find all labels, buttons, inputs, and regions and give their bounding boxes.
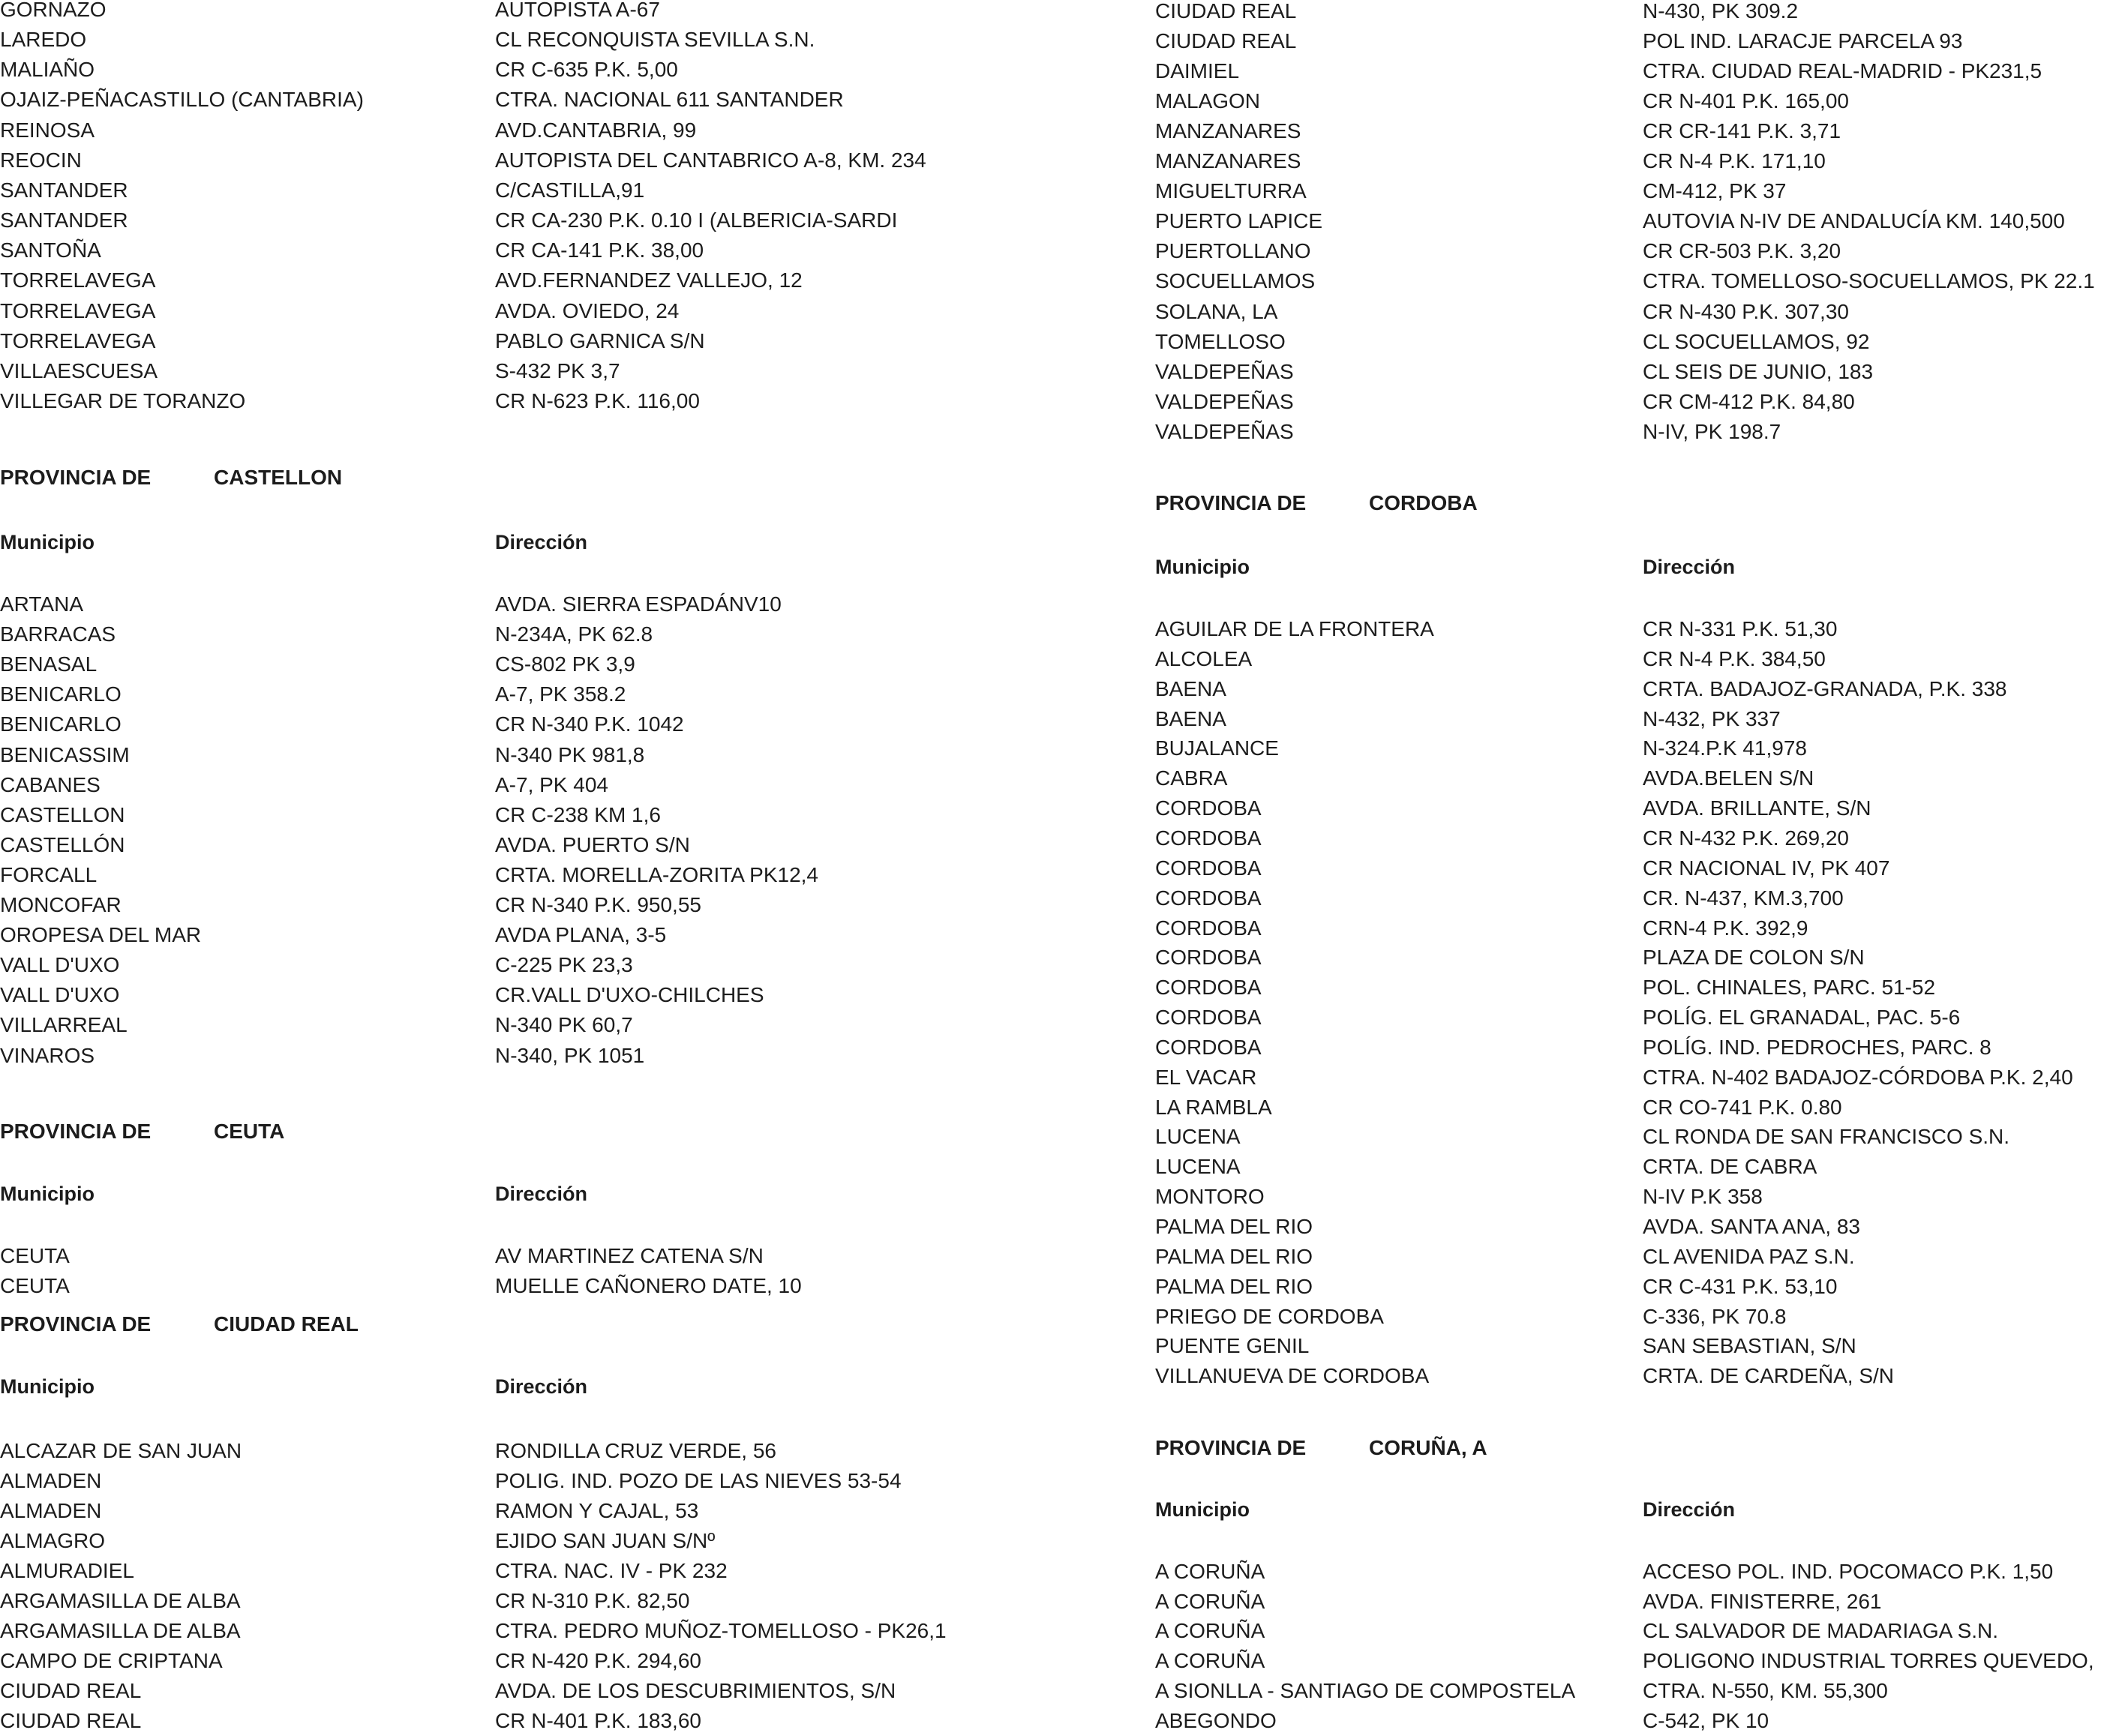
table-row [0,770,1110,800]
municipio-cell: A CORUÑA [1155,1560,1265,1583]
province-name: CIUDAD REAL [214,1312,359,1336]
province-label: PROVINCIA DE [1155,1436,1307,1459]
direccion-cell: N-340 PK 60,7 [495,1013,633,1036]
table-row [1155,644,2113,674]
table-row [1155,1212,2113,1242]
direccion-cell: N-432, PK 337 [1643,707,1781,730]
table-row [1155,823,2113,853]
direccion-cell: RAMON Y CAJAL, 53 [495,1499,699,1522]
province-name: CEUTA [214,1120,285,1143]
province-label: PROVINCIA DE [0,466,152,489]
municipio-cell: TORRELAVEGA [0,268,156,292]
direccion-cell: N-340 PK 981,8 [495,743,645,766]
municipio-cell: VILLEGAR DE TORANZO [0,389,246,412]
direccion-cell: MUELLE CAÑONERO DATE, 10 [495,1274,802,1297]
municipio-cell: MALAGON [1155,89,1261,112]
direccion-cell: N-IV, PK 198.7 [1643,420,1781,443]
table-row [0,890,1110,920]
municipio-cell: LAREDO [0,28,87,51]
table-row [1155,614,2113,644]
table-row [1155,297,2113,327]
municipio-cell: TORRELAVEGA [0,299,156,322]
direccion-cell: CR.VALL D'UXO-CHILCHES [495,983,764,1006]
direccion-cell: A-7, PK 404 [495,773,608,796]
table-row [1155,1033,2113,1063]
direccion-cell: CTRA. N-550, KM. 55,300 [1643,1679,1888,1702]
table-row [1155,1182,2113,1212]
header-municipio: Municipio [1155,556,1250,578]
direccion-cell: AV MARTINEZ CATENA S/N [495,1244,764,1267]
direccion-cell: N-324.P.K 41,978 [1643,736,1807,760]
municipio-cell: VILLARREAL [0,1013,128,1036]
header-municipio: Municipio [0,531,95,553]
municipio-cell: REOCIN [0,148,82,172]
table-row [0,1556,1110,1586]
table-row [1155,176,2113,206]
header-direccion: Dirección [1643,556,1736,578]
direccion-cell: AUTOPISTA A-67 [495,0,660,21]
table-row [1155,674,2113,704]
direccion-cell: AVDA. OVIEDO, 24 [495,299,680,322]
direccion-cell: CRN-4 P.K. 392,9 [1643,916,1808,940]
municipio-cell: ABEGONDO [1155,1709,1277,1732]
direccion-cell: CL AVENIDA PAZ S.N. [1643,1245,1855,1268]
direccion-cell: CTRA. N-402 BADAJOZ-CÓRDOBA P.K. 2,40 [1643,1066,2073,1089]
direccion-cell: C-542, PK 10 [1643,1709,1769,1732]
municipio-cell: BENICARLO [0,682,122,706]
municipio-cell: SANTANDER [0,208,128,232]
table-row [1155,0,2113,26]
municipio-cell: CASTELLON [0,803,125,826]
municipio-cell: LUCENA [1155,1155,1241,1178]
header-municipio: Municipio [0,1183,95,1205]
header-direccion: Dirección [495,531,588,553]
municipio-cell: BUJALANCE [1155,736,1279,760]
direccion-cell: CRTA. DE CARDEÑA, S/N [1643,1364,1895,1387]
direccion-cell: AUTOVIA N-IV DE ANDALUCÍA KM. 140,500 [1643,209,2065,232]
header-direccion: Dirección [1643,1498,1736,1521]
municipio-cell: ALMADEN [0,1469,102,1492]
direccion-cell: AVDA. DE LOS DESCUBRIMIENTOS, S/N [495,1679,896,1702]
direccion-cell: POLÍG. IND. PEDROCHES, PARC. 8 [1643,1036,1991,1059]
direccion-cell: CR. N-437, KM.3,700 [1643,886,1844,910]
direccion-cell: N-IV P.K 358 [1643,1185,1763,1208]
table-row [1155,793,2113,823]
table-row [1155,1152,2113,1182]
direccion-cell: CRTA. DE CABRA [1643,1155,1817,1178]
direccion-cell: CR CA-230 P.K. 0.10 I (ALBERICIA-SARDI [495,208,898,232]
table-row [1155,883,2113,913]
table-row [1155,26,2113,56]
municipio-cell: AGUILAR DE LA FRONTERA [1155,617,1434,640]
direccion-cell: PLAZA DE COLON S/N [1643,946,1865,969]
direccion-cell: CR N-401 P.K. 183,60 [495,1709,701,1732]
municipio-cell: MONCOFAR [0,893,122,916]
direccion-cell: CR CM-412 P.K. 84,80 [1643,390,1855,413]
province-label: PROVINCIA DE [0,1120,152,1143]
direccion-cell: CL RECONQUISTA SEVILLA S.N. [495,28,815,51]
table-row [0,265,1110,295]
direccion-cell: N-234A, PK 62.8 [495,622,653,646]
table-row [0,1646,1110,1676]
direccion-cell: AVD.CANTABRIA, 99 [495,118,697,142]
direccion-cell: CR N-340 P.K. 1042 [495,712,684,736]
municipio-cell: GORNAZO [0,0,107,21]
table-row [0,175,1110,205]
municipio-cell: MONTORO [1155,1185,1265,1208]
municipio-cell: REINOSA [0,118,95,142]
table-row [1155,236,2113,266]
table-row [1155,1272,2113,1302]
table-row [0,386,1110,416]
table-row [1155,1646,2113,1676]
direccion-cell: CR N-430 P.K. 307,30 [1643,300,1849,323]
table-row [0,980,1110,1010]
table-row [1155,913,2113,943]
municipio-cell: MALIAÑO [0,58,95,81]
table-row [1155,327,2113,357]
table-row [0,1010,1110,1040]
direccion-cell: POL. CHINALES, PARC. 51-52 [1643,976,1936,999]
municipio-cell: BENICASSIM [0,743,130,766]
table-row [0,1586,1110,1616]
direccion-cell: CR C-238 KM 1,6 [495,803,661,826]
table-row [0,619,1110,649]
municipio-cell: VALDEPEÑAS [1155,420,1294,443]
province-name: CORDOBA [1369,491,1478,514]
direccion-cell: AVDA. BRILLANTE, S/N [1643,796,1871,820]
municipio-cell: ALCAZAR DE SAN JUAN [0,1439,242,1462]
direccion-cell: N-430, PK 309.2 [1643,0,1799,22]
municipio-cell: A SIONLLA - SANTIAGO DE COMPOSTELA [1155,1679,1576,1702]
municipio-cell: ARTANA [0,592,83,616]
table-row [0,950,1110,980]
municipio-cell: MANZANARES [1155,149,1301,172]
table-row [0,1041,1110,1071]
direccion-cell: CS-802 PK 3,9 [495,652,635,676]
municipio-cell: BAENA [1155,677,1226,700]
direccion-cell: CM-412, PK 37 [1643,179,1787,202]
municipio-cell: PUERTOLLANO [1155,239,1311,262]
direccion-cell: AUTOPISTA DEL CANTABRICO A-8, KM. 234 [495,148,926,172]
municipio-cell: CORDOBA [1155,796,1262,820]
direccion-cell: CRTA. BADAJOZ-GRANADA, P.K. 338 [1643,677,2007,700]
table-row [1155,1242,2113,1272]
table-row [0,1271,1110,1301]
municipio-cell: VILLANUEVA DE CORDOBA [1155,1364,1430,1387]
direccion-cell: POLÍG. EL GRANADAL, PAC. 5-6 [1643,1006,1961,1029]
direccion-cell: CR N-310 P.K. 82,50 [495,1589,690,1612]
header-municipio: Municipio [0,1375,95,1398]
table-row [1155,116,2113,146]
table-row [1155,86,2113,116]
direccion-cell: CR C-635 P.K. 5,00 [495,58,678,81]
municipio-cell: CIUDAD REAL [1155,0,1297,22]
direccion-cell: SAN SEBASTIAN, S/N [1643,1334,1856,1357]
table-row [0,85,1110,115]
direccion-cell: CR CA-141 P.K. 38,00 [495,238,704,262]
direccion-cell: CR CR-141 P.K. 3,71 [1643,119,1841,142]
table-row [1155,943,2113,973]
municipio-cell: CIUDAD REAL [0,1679,142,1702]
table-row [1155,1616,2113,1646]
municipio-cell: FORCALL [0,863,98,886]
direccion-cell: CTRA. TOMELLOSO-SOCUELLAMOS, PK 22.1 [1643,269,2095,292]
municipio-cell: MANZANARES [1155,119,1301,142]
table-row [0,0,1110,25]
municipio-cell: VALL D'UXO [0,953,120,976]
municipio-cell: VALDEPEÑAS [1155,360,1294,383]
municipio-cell: ARGAMASILLA DE ALBA [0,1589,241,1612]
municipio-cell: LA RAMBLA [1155,1096,1272,1119]
municipio-cell: VALDEPEÑAS [1155,390,1294,413]
municipio-cell: CABRA [1155,766,1228,790]
table-row [0,679,1110,709]
table-row [0,860,1110,890]
table-row [1155,853,2113,883]
table-row [1155,1093,2113,1123]
table-row [1155,1331,2113,1361]
table-row [0,1616,1110,1646]
direccion-cell: CL SALVADOR DE MADARIAGA S.N. [1643,1619,1999,1642]
direccion-cell: POLIG. IND. POZO DE LAS NIEVES 53-54 [495,1469,902,1492]
table-row [0,296,1110,326]
table-row [1155,1361,2113,1391]
table-row [0,1676,1110,1706]
municipio-cell: CABANES [0,773,101,796]
municipio-cell: PALMA DEL RIO [1155,1245,1313,1268]
table-row [0,740,1110,770]
municipio-cell: BENICARLO [0,712,122,736]
header-municipio: Municipio [1155,1498,1250,1521]
municipio-cell: SANTANDER [0,178,128,202]
table-row [1155,1587,2113,1617]
municipio-cell: ALMAGRO [0,1529,106,1552]
direccion-cell: AVDA.BELEN S/N [1643,766,1814,790]
direccion-cell: N-340, PK 1051 [495,1044,645,1067]
direccion-cell: CTRA. NAC. IV - PK 232 [495,1559,728,1582]
table-row [0,589,1110,619]
direccion-cell: POL IND. LARACJE PARCELA 93 [1643,29,1963,52]
municipio-cell: CORDOBA [1155,886,1262,910]
table-row [0,235,1110,265]
table-row [1155,266,2113,296]
municipio-cell: PUENTE GENIL [1155,1334,1310,1357]
municipio-cell: CORDOBA [1155,856,1262,880]
municipio-cell: MIGUELTURRA [1155,179,1307,202]
direccion-cell: EJIDO SAN JUAN S/Nº [495,1529,716,1552]
direccion-cell: CR N-331 P.K. 51,30 [1643,617,1838,640]
municipio-cell: VALL D'UXO [0,983,120,1006]
municipio-cell: TORRELAVEGA [0,329,156,352]
municipio-cell: OJAIZ-PEÑACASTILLO (CANTABRIA) [0,88,364,111]
direccion-cell: CTRA. PEDRO MUÑOZ-TOMELLOSO - PK26,1 [495,1619,947,1642]
municipio-cell: BENASAL [0,652,98,676]
municipio-cell: BAENA [1155,707,1226,730]
direccion-cell: AVDA PLANA, 3-5 [495,923,667,946]
direccion-cell: PABLO GARNICA S/N [495,329,705,352]
table-row [0,709,1110,739]
direccion-cell: C-225 PK 23,3 [495,953,633,976]
table-row [1155,1676,2113,1706]
table-row [0,326,1110,356]
direccion-cell: CL SEIS DE JUNIO, 183 [1643,360,1874,383]
table-row [1155,1706,2113,1736]
direccion-cell: CR N-340 P.K. 950,55 [495,893,701,916]
table-row [0,55,1110,85]
direccion-cell: AVDA. FINISTERRE, 261 [1643,1590,1882,1613]
direccion-cell: CL SOCUELLAMOS, 92 [1643,330,1870,353]
municipio-cell: SANTOÑA [0,238,101,262]
table-row [1155,704,2113,734]
direccion-cell: CR N-623 P.K. 116,00 [495,389,700,412]
municipio-cell: CIUDAD REAL [1155,29,1297,52]
municipio-cell: CEUTA [0,1274,70,1297]
direccion-cell: POLIGONO INDUSTRIAL TORRES QUEVEDO, [1643,1649,2094,1672]
direccion-cell: CR NACIONAL IV, PK 407 [1643,856,1890,880]
table-row [1155,387,2113,417]
municipio-cell: LUCENA [1155,1125,1241,1148]
table-row [1155,56,2113,86]
municipio-cell: CASTELLÓN [0,833,125,856]
municipio-cell: ALCOLEA [1155,647,1253,670]
direccion-cell: CR N-401 P.K. 165,00 [1643,89,1849,112]
table-row [0,1466,1110,1496]
municipio-cell: VINAROS [0,1044,95,1067]
header-direccion: Dirección [495,1375,588,1398]
province-name: CASTELLON [214,466,343,489]
table-row [0,1436,1110,1466]
direccion-cell: AVDA. SIERRA ESPADÁNV10 [495,592,782,616]
direccion-cell: AVDA. PUERTO S/N [495,833,690,856]
table-row [1155,733,2113,763]
municipio-cell: EL VACAR [1155,1066,1257,1089]
direccion-cell: CR N-420 P.K. 294,60 [495,1649,701,1672]
table-row [0,356,1110,386]
direccion-cell: C/CASTILLA,91 [495,178,645,202]
municipio-cell: CEUTA [0,1244,70,1267]
table-row [1155,417,2113,447]
direccion-cell: CTRA. CIUDAD REAL-MADRID - PK231,5 [1643,59,2042,82]
table-row [0,830,1110,860]
municipio-cell: TOMELLOSO [1155,330,1286,353]
table-row [0,205,1110,235]
municipio-cell: A CORUÑA [1155,1619,1265,1642]
province-label: PROVINCIA DE [0,1312,152,1336]
municipio-cell: PRIEGO DE CORDOBA [1155,1305,1384,1328]
municipio-cell: CAMPO DE CRIPTANA [0,1649,223,1672]
municipio-cell: OROPESA DEL MAR [0,923,202,946]
table-row [1155,357,2113,387]
direccion-cell: RONDILLA CRUZ VERDE, 56 [495,1439,776,1462]
municipio-cell: PUERTO LAPICE [1155,209,1323,232]
table-row [0,25,1110,55]
table-row [1155,146,2113,176]
province-name: CORUÑA, A [1369,1436,1487,1459]
direccion-cell: CR CR-503 P.K. 3,20 [1643,239,1841,262]
table-row [1155,1122,2113,1152]
table-row [0,800,1110,830]
direccion-cell: AVDA. SANTA ANA, 83 [1643,1215,1860,1238]
municipio-cell: SOCUELLAMOS [1155,269,1316,292]
municipio-cell: CORDOBA [1155,916,1262,940]
municipio-cell: CORDOBA [1155,1006,1262,1029]
table-row [1155,1302,2113,1332]
municipio-cell: A CORUÑA [1155,1649,1265,1672]
direccion-cell: CR N-432 P.K. 269,20 [1643,826,1849,850]
direccion-cell: CR N-4 P.K. 171,10 [1643,149,1826,172]
table-row [0,649,1110,679]
municipio-cell: ALMURADIEL [0,1559,134,1582]
table-row [0,920,1110,950]
direccion-cell: ACCESO POL. IND. POCOMACO P.K. 1,50 [1643,1560,2054,1583]
table-row [1155,1003,2113,1033]
municipio-cell: CORDOBA [1155,826,1262,850]
table-row [0,1496,1110,1526]
direccion-cell: S-432 PK 3,7 [495,359,620,382]
municipio-cell: CIUDAD REAL [0,1709,142,1732]
table-row [1155,1063,2113,1093]
direccion-cell: AVD.FERNANDEZ VALLEJO, 12 [495,268,803,292]
direccion-cell: CRTA. MORELLA-ZORITA PK12,4 [495,863,819,886]
direccion-cell: CR N-4 P.K. 384,50 [1643,647,1826,670]
direccion-cell: CR CO-741 P.K. 0.80 [1643,1096,1842,1119]
municipio-cell: CORDOBA [1155,976,1262,999]
direccion-cell: A-7, PK 358.2 [495,682,626,706]
municipio-cell: ALMADEN [0,1499,102,1522]
table-row [1155,763,2113,793]
municipio-cell: VILLAESCUESA [0,359,158,382]
municipio-cell: CORDOBA [1155,1036,1262,1059]
municipio-cell: ARGAMASILLA DE ALBA [0,1619,241,1642]
province-label: PROVINCIA DE [1155,491,1307,514]
municipio-cell: BARRACAS [0,622,116,646]
table-row [1155,206,2113,236]
table-row [0,1526,1110,1556]
municipio-cell: A CORUÑA [1155,1590,1265,1613]
municipio-cell: SOLANA, LA [1155,300,1278,323]
direccion-cell: CR C-431 P.K. 53,10 [1643,1275,1838,1298]
table-row [0,115,1110,145]
table-row [0,1706,1110,1736]
table-row [1155,1557,2113,1587]
municipio-cell: DAIMIEL [1155,59,1240,82]
table-row [0,145,1110,175]
table-row [1155,973,2113,1003]
direccion-cell: CL RONDA DE SAN FRANCISCO S.N. [1643,1125,2010,1148]
direccion-cell: C-336, PK 70.8 [1643,1305,1787,1328]
municipio-cell: CORDOBA [1155,946,1262,969]
direccion-cell: CTRA. NACIONAL 611 SANTANDER [495,88,844,111]
municipio-cell: PALMA DEL RIO [1155,1215,1313,1238]
municipio-cell: PALMA DEL RIO [1155,1275,1313,1298]
header-direccion: Dirección [495,1183,588,1205]
table-row [0,1241,1110,1271]
